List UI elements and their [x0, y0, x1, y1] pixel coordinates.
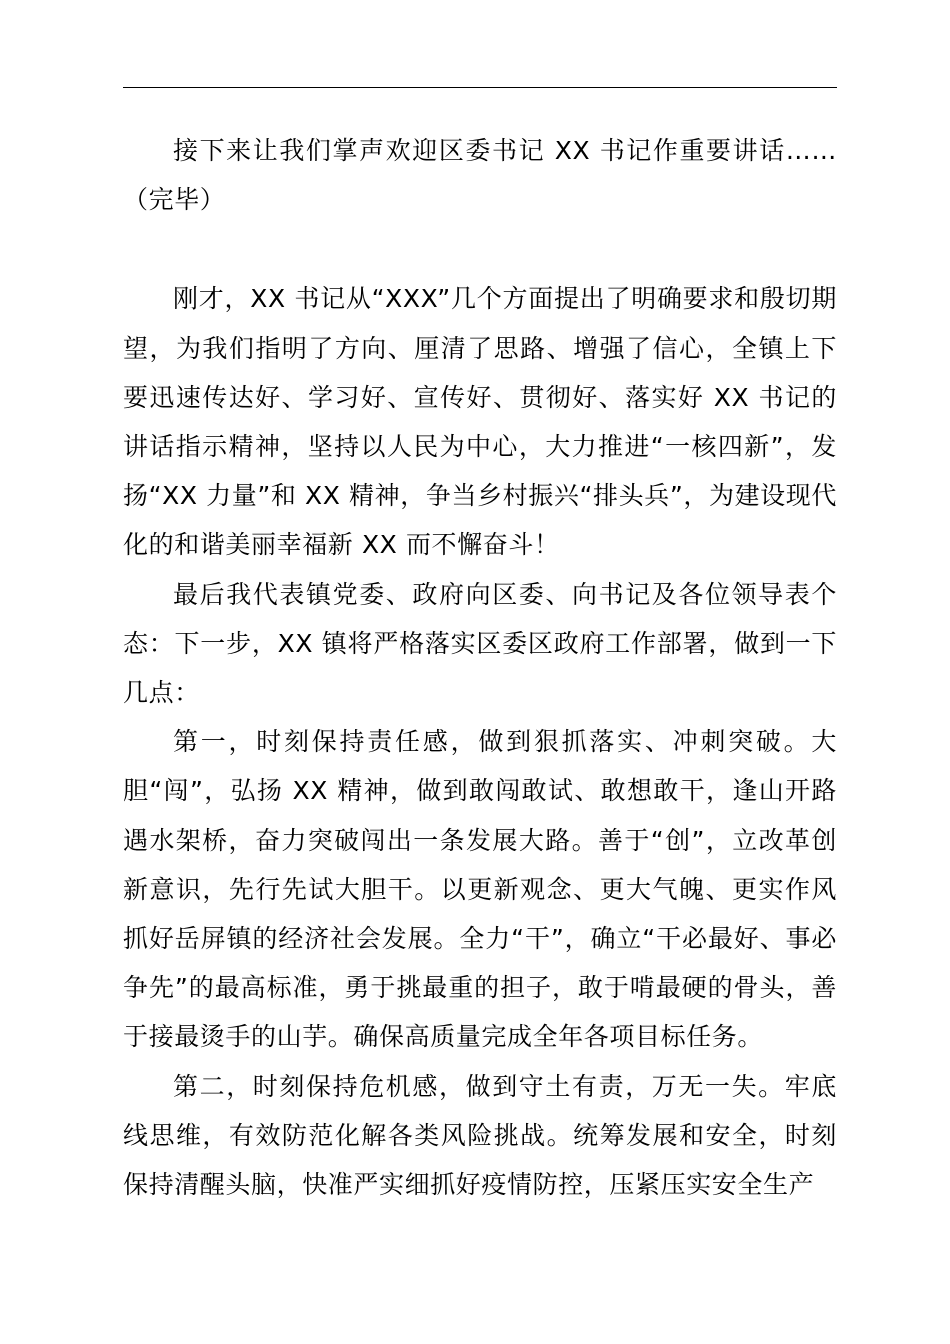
document-body — [123, 126, 837, 1209]
paragraph-point-one: 第一，时刻保持责任感，做到狠抓落实、冲刺突破。大胆“闯”，弘扬 XX 精神，做到敢闯敢试、敢想敢干，逢山开路遇水架桥，奋力突破闯出一条发展大路。善于“创”，立改革创新意识，先行先试大胆干。以更新观念、更大气魄、更实作风抓好岳屏镇的经济社会发展。全力“干”，确立“干必最好、事必争先”的最高标准，勇于挑最重的担子，敢于啃最硬的骨头，善于接最烫手的山芋。确保高质量完成全年各项目标任务。 — [123, 727, 837, 1052]
paragraph-summary: 刚才，XX 书记从“XXX”几个方面提出了明确要求和殷切期望，为我们指明了方向、厘清了思路、增强了信心，全镇上下要迅速传达好、学习好、宣传好、贯彻好、落实好 XX 书记的讲话指示精神，坚持以人民为中心，大力推进“一核四新”，发扬“XX 力量”和 XX 精神，争当乡村振兴“排头兵”，为建设现代化的和谐美丽幸福新 XX 而不懈奋斗！ — [123, 284, 837, 560]
header-rule — [123, 87, 837, 88]
paragraph-point-two: 第二，时刻保持危机感，做到守土有责，万无一失。牢底线思维，有效防范化解各类风险挑战。统筹发展和安全，时刻保持清醒头脑，快准严实细抓好疫情防控，压紧压实安全生产 — [123, 1071, 837, 1200]
paragraph-intro-speech: 接下来让我们掌声欢迎区委书记 XX 书记作重要讲话……（完毕） — [123, 136, 837, 215]
paragraph-gap — [123, 224, 837, 274]
paragraph-pledge: 最后我代表镇党委、政府向区委、向书记及各位领导表个态：下一步，XX 镇将严格落实区委区政府工作部署，做到一下几点： — [123, 579, 837, 708]
